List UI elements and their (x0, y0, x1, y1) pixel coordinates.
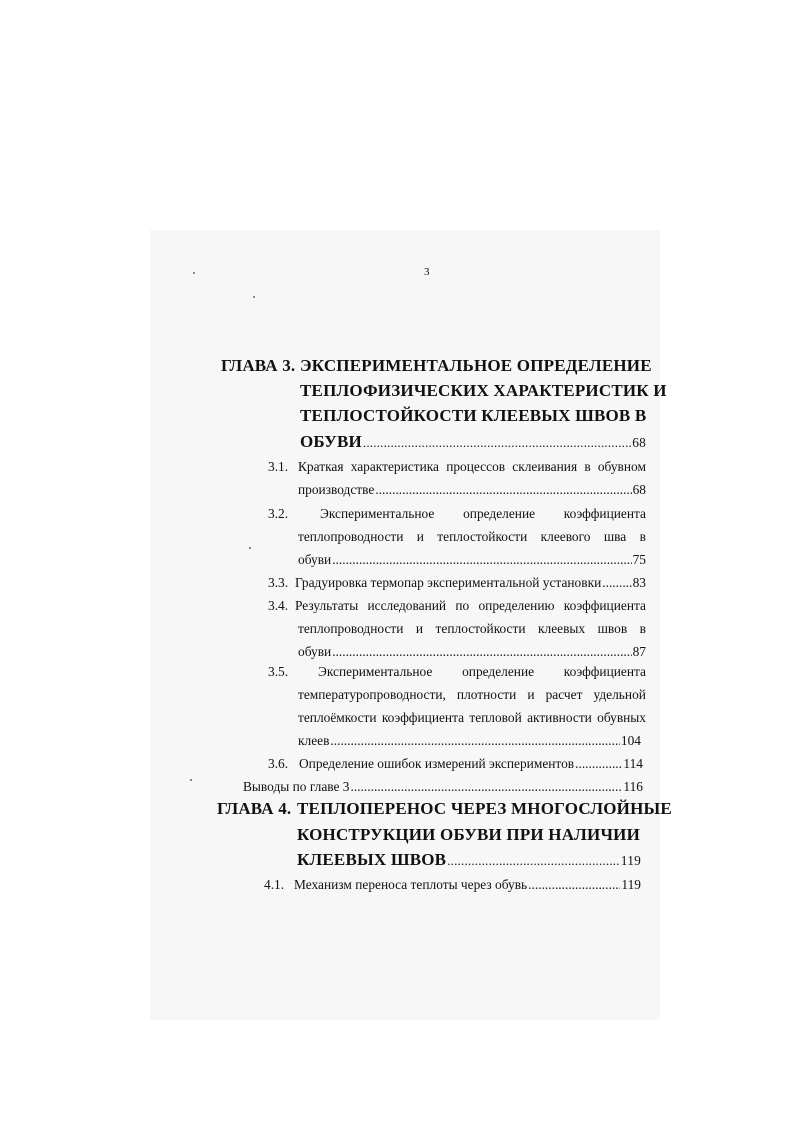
s41-number: 4.1. (264, 877, 285, 892)
s35-toc-entry (298, 733, 641, 749)
s35-word: температуропроводности, (298, 687, 446, 702)
s35-number: 3.5. (268, 664, 289, 679)
s34-number: 3.4. (268, 598, 289, 613)
s34-word: и (415, 621, 424, 636)
s31-line1 (298, 459, 646, 475)
s35-line4: клеев (298, 733, 330, 748)
conclusions-text: Выводы по главе 3 (243, 779, 350, 794)
dot-leader (330, 733, 620, 749)
s41-text: Механизм переноса теплоты через обувь (294, 877, 528, 892)
s35-word: плотности (456, 687, 517, 702)
s35-word: теплоёмкости (298, 710, 377, 725)
s31-word: Краткая (298, 459, 344, 474)
s32-word: Экспериментальное (320, 506, 435, 521)
s41-page: 119 (621, 877, 641, 892)
s32-line1 (320, 506, 646, 522)
s34-word: исследований (367, 598, 447, 613)
s35-word: расчет (545, 687, 583, 702)
s34-word: в (639, 621, 646, 636)
chapter4-title-line1: ТЕПЛОПЕРЕНОС ЧЕРЕЗ МНОГОСЛОЙНЫЕ (297, 799, 672, 818)
s35-page: 104 (620, 733, 641, 748)
s31-page: 68 (632, 482, 646, 497)
s34-word: теплопроводности (298, 621, 404, 636)
s31-word: в (584, 459, 591, 474)
chapter4-label: ГЛАВА 4. (217, 799, 292, 818)
chapter3-label: ГЛАВА 3. (221, 356, 296, 375)
scan-speck (249, 547, 251, 549)
s35-word: определение (462, 664, 535, 679)
s32-word: теплостойкости (437, 529, 528, 544)
s34-word: теплостойкости (435, 621, 526, 636)
s34-page: 87 (632, 644, 646, 659)
s33-page: 83 (632, 575, 646, 590)
chapter3-title-line3: ТЕПЛОСТОЙКОСТИ КЛЕЕВЫХ ШВОВ В (300, 406, 647, 425)
s32-line2 (298, 529, 646, 545)
s34-word: швов (597, 621, 628, 636)
s35-line1 (318, 664, 646, 680)
s34-toc-entry (298, 644, 646, 660)
s36-toc-entry (299, 756, 643, 772)
s36-text: Определение ошибок измерений экспериментов (299, 756, 575, 771)
s32-line3: обуви (298, 552, 332, 567)
s32-word: теплопроводности (298, 529, 404, 544)
chapter3-title-line4: ОБУВИ (300, 432, 362, 451)
s35-word: удельной (593, 687, 646, 702)
dot-leader (332, 552, 631, 568)
conclusions-toc-entry (243, 779, 643, 795)
dot-leader (575, 756, 622, 772)
chapter4-title-line2: КОНСТРУКЦИИ ОБУВИ ПРИ НАЛИЧИИ (297, 825, 640, 844)
s31-word: характеристика (350, 459, 439, 474)
s32-word: коэффициента (563, 506, 646, 521)
dot-leader (363, 432, 631, 452)
s32-word: в (639, 529, 646, 544)
s32-word: и (416, 529, 424, 544)
s33-number: 3.3. (268, 575, 289, 590)
s31-toc-entry (298, 482, 646, 498)
dot-leader (332, 644, 631, 660)
s36-number: 3.6. (268, 756, 289, 771)
s34-word: клеевых (538, 621, 586, 636)
s32-page: 75 (632, 552, 646, 567)
s35-word: и (527, 687, 535, 702)
s34-word: Результаты (295, 598, 359, 613)
scan-speck (193, 272, 195, 274)
s34-word: коэффициента (563, 598, 646, 613)
s34-word: по (455, 598, 470, 613)
s35-line2 (298, 687, 646, 703)
dot-leader (375, 482, 631, 498)
s34-line2 (298, 621, 646, 637)
s35-word: обувных (597, 710, 646, 725)
conclusions-page: 116 (623, 779, 643, 794)
s35-word: коэффициента (563, 664, 646, 679)
s32-toc-entry (298, 552, 646, 568)
s41-toc-entry (294, 877, 641, 893)
s35-word: Экспериментальное (318, 664, 433, 679)
s34-line1 (295, 598, 646, 614)
s35-line3 (298, 710, 646, 726)
s31-number: 3.1. (268, 459, 289, 474)
s34-line3: обуви (298, 644, 332, 659)
s31-word: склеивания (512, 459, 578, 474)
page-number: 3 (424, 266, 430, 278)
dot-leader (447, 850, 620, 870)
chapter4-page: 119 (620, 853, 641, 868)
s36-page: 114 (623, 756, 643, 771)
s33-toc-entry (295, 575, 646, 591)
s34-word: определению (478, 598, 555, 613)
s32-word: клеевого (540, 529, 591, 544)
s35-word: коэффициента (381, 710, 465, 725)
chapter4-toc-entry (297, 850, 641, 870)
chapter3-title-line2: ТЕПЛОФИЗИЧЕСКИХ ХАРАКТЕРИСТИК И (300, 381, 667, 400)
s33-text: Градуировка термопар экспериментальной установки (295, 575, 602, 590)
chapter3-title-line1: ЭКСПЕРИМЕНТАЛЬНОЕ ОПРЕДЕЛЕНИЕ (300, 356, 652, 375)
scan-speck (253, 296, 255, 298)
chapter4-title-line3: КЛЕЕВЫХ ШВОВ (297, 850, 447, 869)
s32-word: определение (463, 506, 536, 521)
s31-word: процессов (446, 459, 506, 474)
chapter3-toc-entry (300, 432, 646, 452)
s31-word: обувном (597, 459, 646, 474)
s35-word: тепловой (469, 710, 522, 725)
s35-word: активности (527, 710, 592, 725)
s32-word: шва (603, 529, 627, 544)
dot-leader (351, 779, 623, 795)
s32-number: 3.2. (268, 506, 289, 521)
scan-speck (190, 779, 192, 781)
dot-leader (602, 575, 631, 591)
s31-line2: производстве (298, 482, 375, 497)
dot-leader (528, 877, 620, 893)
chapter3-page: 68 (632, 435, 646, 450)
